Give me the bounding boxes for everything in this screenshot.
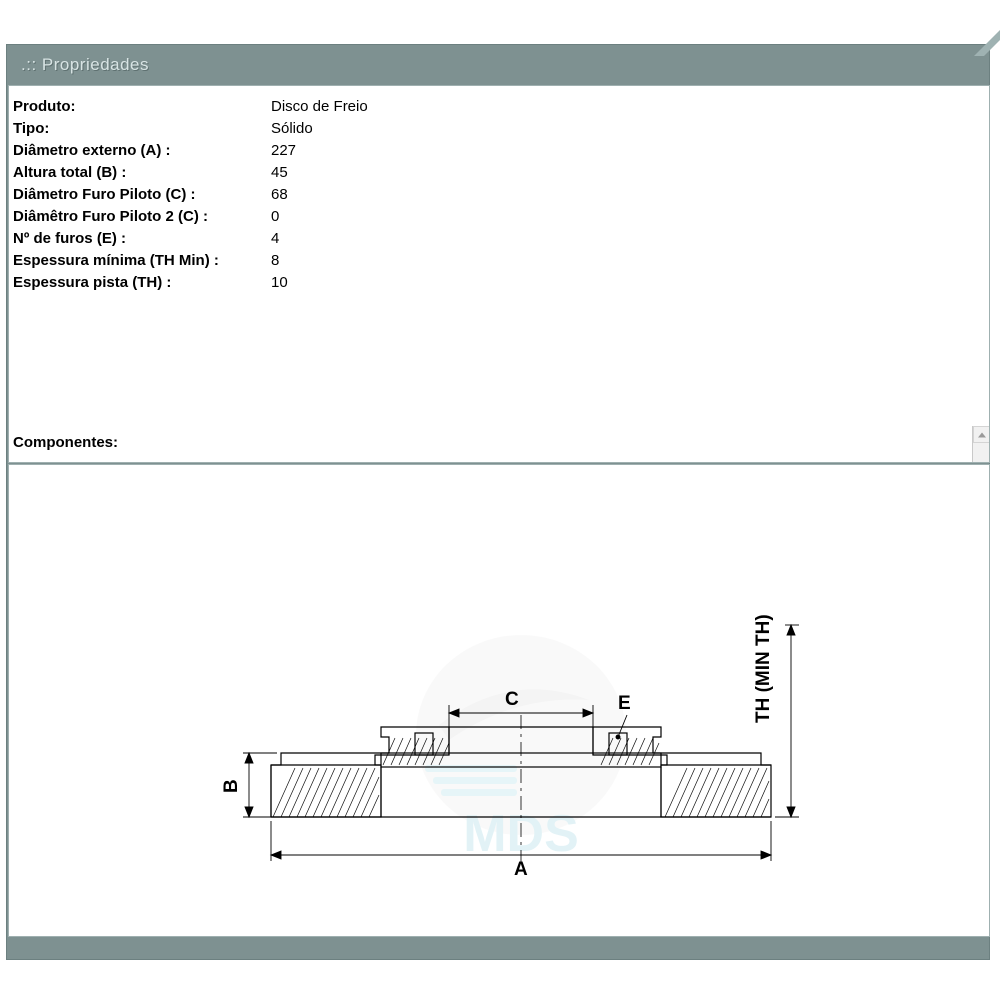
table-row xyxy=(13,96,713,118)
property-label: Tipo: xyxy=(13,120,50,137)
table-row xyxy=(13,162,713,184)
table-row xyxy=(13,272,713,294)
scroll-up-arrow-icon xyxy=(978,432,986,437)
dimension-b xyxy=(243,753,277,817)
properties-panel xyxy=(6,44,990,960)
brake-disc-drawing xyxy=(9,465,990,937)
property-value: 8 xyxy=(271,252,280,269)
properties-scrollbar[interactable] xyxy=(972,426,989,463)
properties-list xyxy=(13,96,713,294)
property-value: Sólido xyxy=(271,120,313,137)
table-row xyxy=(13,118,713,140)
property-label: Nº de furos (E) : xyxy=(13,230,126,247)
property-value: Disco de Freio xyxy=(271,98,368,115)
table-row xyxy=(13,228,713,250)
property-value: 68 xyxy=(271,186,288,203)
property-value: 0 xyxy=(271,208,280,225)
property-label: Altura total (B) : xyxy=(13,164,127,181)
properties-card xyxy=(8,85,990,463)
dimension-label-e: E xyxy=(618,693,631,714)
property-label: Diâmetro externo (A) : xyxy=(13,142,171,159)
table-row xyxy=(13,140,713,162)
dimension-th xyxy=(775,625,799,817)
property-label: Espessura pista (TH) : xyxy=(13,274,172,291)
corner-decoration-top-right xyxy=(974,30,1000,56)
property-label: Produto: xyxy=(13,98,76,115)
table-row xyxy=(13,206,713,228)
property-value: 10 xyxy=(271,274,288,291)
dimension-label-a: A xyxy=(514,859,528,880)
property-value: 45 xyxy=(271,164,288,181)
property-value: 227 xyxy=(271,142,297,159)
scroll-up-button[interactable] xyxy=(973,426,990,443)
dimension-label-c: C xyxy=(505,689,519,710)
table-row xyxy=(13,250,713,272)
property-value: 4 xyxy=(271,230,280,247)
property-label: Diâmêtro Furo Piloto 2 (C) : xyxy=(13,208,208,225)
dimension-label-b: B xyxy=(221,779,242,793)
panel-title: .:: Propriedades xyxy=(21,55,150,74)
components-label: Componentes: xyxy=(13,434,118,451)
property-label: Diâmetro Furo Piloto (C) : xyxy=(13,186,196,203)
table-row xyxy=(13,184,713,206)
technical-drawing-card xyxy=(8,464,990,937)
corner-decoration-top-left xyxy=(0,0,180,38)
property-label: Espessura mínima (TH Min) : xyxy=(13,252,219,269)
svg-text:MDS: MDS xyxy=(463,805,579,863)
dimension-label-th: TH (MIN TH) xyxy=(753,614,774,723)
